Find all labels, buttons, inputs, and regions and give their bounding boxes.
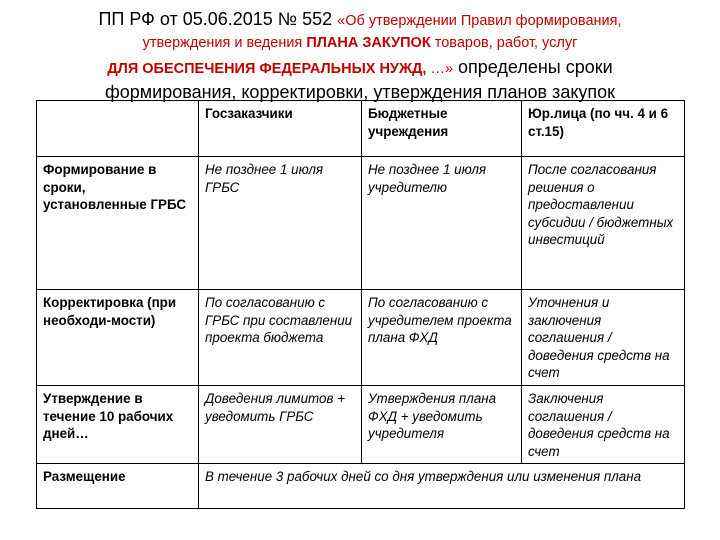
title-quote-start: «Об утверждении Правил формирования, xyxy=(337,13,622,29)
title-plan-zakupok: ПЛАНА ЗАКУПОК xyxy=(306,35,431,51)
table-cell: Доведения лимитов + уведомить ГРБС xyxy=(199,386,362,464)
table-cell: Не позднее 1 июля ГРБС xyxy=(199,157,362,290)
row-label-korrektirovka: Корректировка (при необходи-мости) xyxy=(37,290,199,386)
table-row xyxy=(37,290,685,386)
table-cell: Утверждения плана ФХД + уведомить учредителя xyxy=(362,386,522,464)
deadlines-table xyxy=(36,100,685,509)
title-line2-b: товаров, работ, услуг xyxy=(430,35,578,51)
header-goszakazchiki: Госзаказчики xyxy=(199,101,362,157)
table-header-row xyxy=(37,101,685,157)
title-quote-end: …» xyxy=(426,61,454,77)
table-cell: По согласованию с ГРБС при составлении проекта бюджета xyxy=(199,290,362,386)
title-line-4: формирования, корректировки, утверждения планов закупок xyxy=(104,82,616,102)
table-cell: Заключения соглашения / доведения средств на счет xyxy=(522,386,685,464)
title-line2-a: утверждения и ведения xyxy=(142,35,307,51)
title-prefix: ПП РФ от 05.06.2015 № 552 xyxy=(98,9,338,29)
header-budget-institutions: Бюджетные учреждения xyxy=(362,101,522,157)
row-label-formirovanie: Формирование в сроки, установленные ГРБС xyxy=(37,157,199,290)
table-cell: По согласованию с учредителем проекта плана ФХД xyxy=(362,290,522,386)
title-line-2 xyxy=(0,33,720,53)
merged-cell-razmeshchenie: В течение 3 рабочих дней со дня утверждения или изменения плана xyxy=(199,464,685,509)
table-row xyxy=(37,386,685,464)
title-defined-deadlines: определены сроки xyxy=(453,57,613,77)
slide-title xyxy=(0,8,720,104)
title-line-1 xyxy=(0,8,720,32)
title-line-3 xyxy=(0,56,720,80)
row-label-utverzhdenie: Утверждение в течение 10 рабочих дней… xyxy=(37,386,199,464)
table-cell: После согласования решения о предоставлении субсидии / бюджетных инвестиций xyxy=(522,157,685,290)
header-empty-cell xyxy=(37,101,199,157)
table-cell: Не позднее 1 июля учредителю xyxy=(362,157,522,290)
title-federal-needs: ДЛЯ ОБЕСПЕЧЕНИЯ ФЕДЕРАЛЬНЫХ НУЖД, xyxy=(107,61,427,77)
table-row xyxy=(37,464,685,509)
row-label-razmeshchenie: Размещение xyxy=(37,464,199,509)
table-row xyxy=(37,157,685,290)
header-legal-entities: Юр.лица (по чч. 4 и 6 ст.15) xyxy=(522,101,685,157)
table-cell: Уточнения и заключения соглашения / доведения средств на счет xyxy=(522,290,685,386)
